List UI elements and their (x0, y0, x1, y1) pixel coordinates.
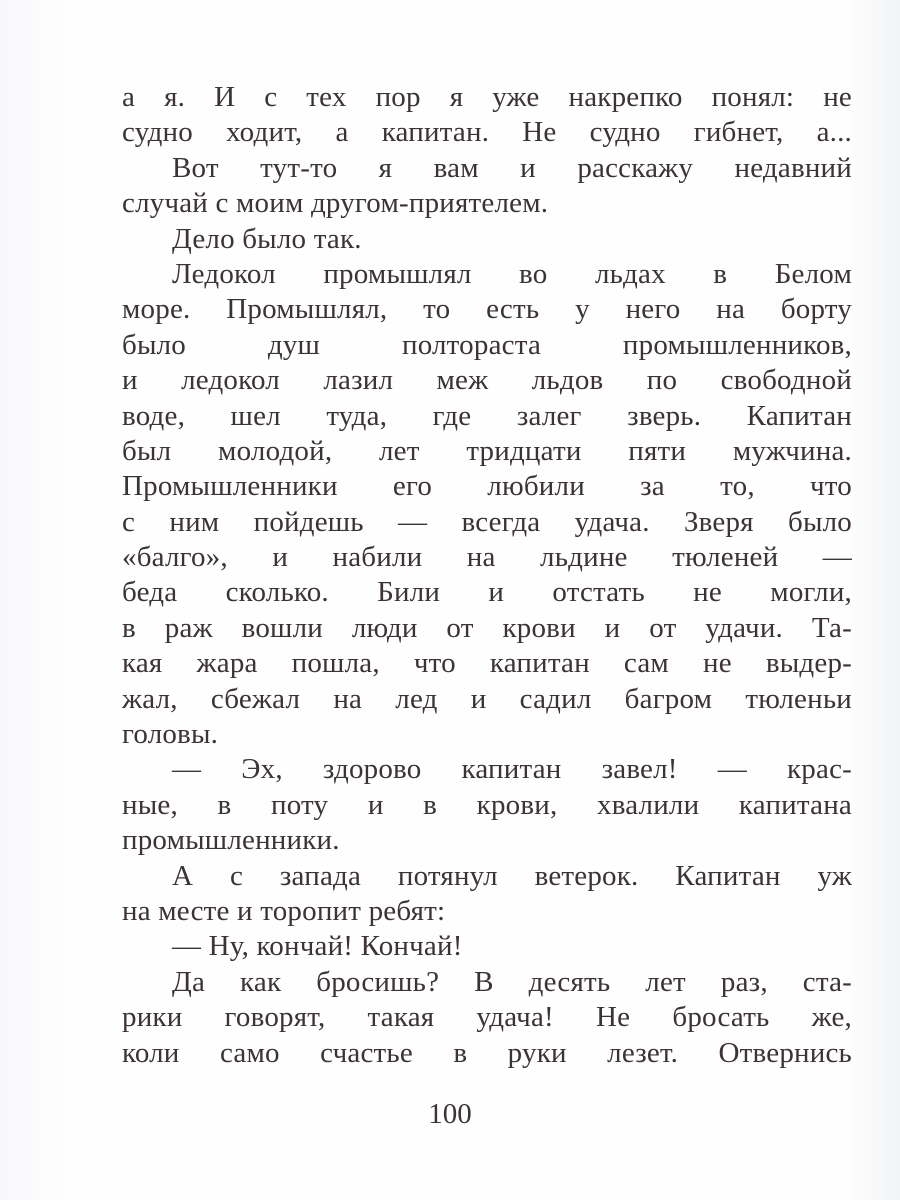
text-line: кая жара пошла, что капитан сам не выдер- (122, 647, 852, 680)
page-body-text (122, 80, 852, 1071)
text-line: судно ходит, а капитан. Не судно гибнет, а... (122, 116, 852, 149)
text-line: «балго», и набили на льдине тюленей — (122, 541, 852, 574)
text-line: А с запада потянул ветерок. Капитан уж (172, 859, 852, 892)
text-line: промышленники. (122, 824, 340, 857)
text-line: головы. (122, 718, 219, 751)
text-line: а я. И с тех пор я уже накрепко понял: не (122, 81, 852, 113)
text-line: Промышленники его любили за то, что (122, 470, 852, 503)
text-line: море. Промышлял, то есть у него на борту (122, 293, 852, 326)
text-line: с ним пойдешь — всегда удача. Зверя было (122, 505, 852, 538)
text-line: жал, сбежал на лед и садил багром тюленьи (122, 682, 852, 715)
text-line: Ледокол промышлял во льдах в Белом (172, 257, 852, 290)
text-line: и ледокол лазил меж льдов по свободной (122, 364, 852, 397)
text-line: рики говорят, такая удача! Не бросать же, (122, 1001, 852, 1034)
page-number: 100 (428, 1098, 472, 1130)
text-line: Дело было так. (172, 222, 362, 255)
text-line: Да как бросишь? В десять лет раз, ста- (172, 965, 852, 998)
text-line: — Ну, кончай! Кончай! (172, 930, 463, 963)
text-line: воде, шел туда, где залег зверь. Капитан (122, 399, 852, 432)
text-line: был молодой, лет тридцати пяти мужчина. (122, 434, 852, 467)
text-line: ные, в поту и в крови, хвалили капитана (122, 788, 852, 821)
text-line: в раж вошли люди от крови и от удачи. Та- (122, 611, 852, 644)
text-line: было душ полтораста промышленников, (122, 328, 852, 361)
text-line: беда сколько. Били и отстать не могли, (122, 576, 852, 609)
text-line: Вот тут-то я вам и расскажу недавний (172, 151, 852, 184)
text-line: случай с моим другом-приятелем. (122, 187, 549, 220)
text-line: — Эх, здорово капитан завел! — крас- (172, 753, 852, 786)
text-line: на месте и торопит ребят: (122, 894, 446, 927)
text-line: коли само счастье в руки лезет. Отвернись (122, 1036, 852, 1069)
